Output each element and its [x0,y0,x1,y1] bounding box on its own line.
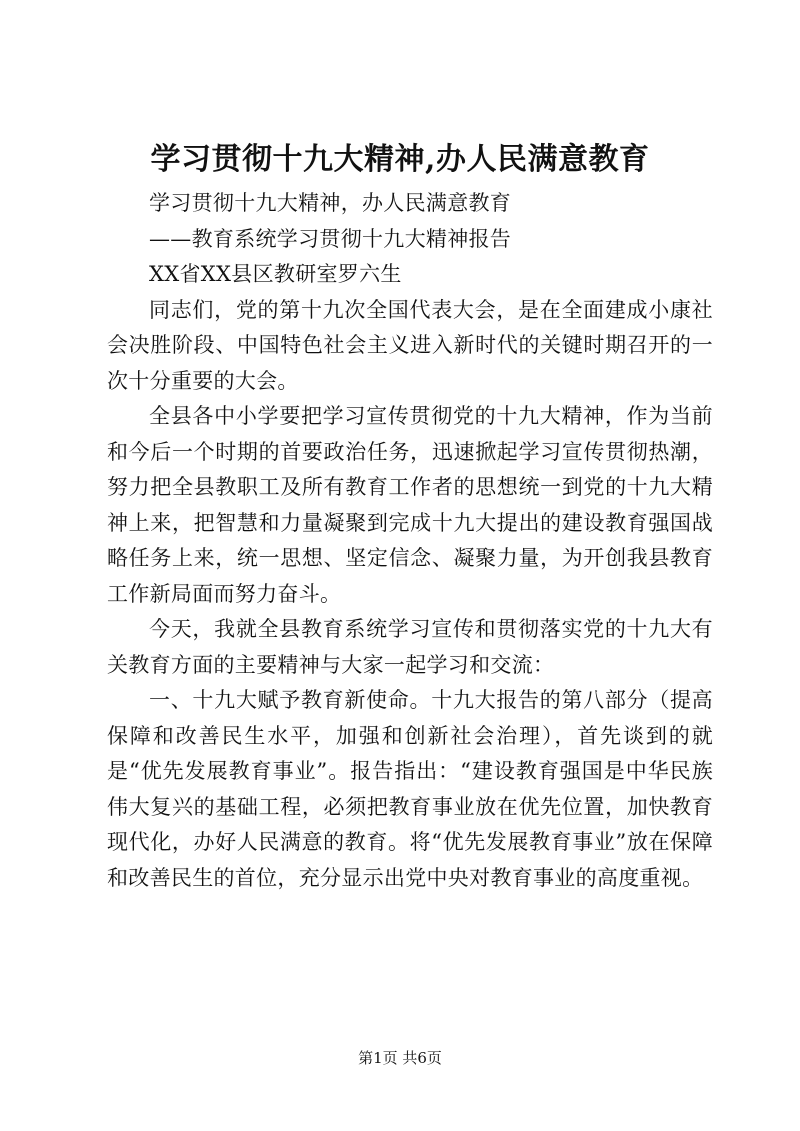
document-title: 学习贯彻十九大精神,办人民满意教育 [150,142,650,177]
document-body [107,186,713,896]
body-paragraph: 同志们，党的第十九次全国代表大会，是在全面建成小康社会决胜阶段、中国特色社会主义进入新时代的关键时期召开的一次十分重要的大会。 [107,297,713,393]
body-paragraph: 一、十九大赋予教育新使命。十九大报告的第八部分（提高保障和改善民生水平，加强和创新社会治理），首先谈到的就是“优先发展教育事业”。报告指出：“建设教育强国是中华民族伟大复兴的基础工程，必须把教育事业放在优先位置，加快教育现代化，办好人民满意的教育。将“优先发展教育事业”放在保障和改善民生的首位，充分显示出党中央对教育事业的高度重视。 [107,688,713,890]
page-footer: 第1页 共6页 [358,1049,442,1067]
body-paragraph: 全县各中小学要把学习宣传贯彻党的十九大精神，作为当前和今后一个时期的首要政治任务，迅速掀起学习宣传贯彻热潮，努力把全县教职工及所有教育工作者的思想统一到党的十九大精神上来，把智慧和力量凝聚到完成十九大提出的建设教育强国战略任务上来，统一思想、坚定信念、凝聚力量，为开创我县教育工作新局面而努力奋斗。 [107,404,713,606]
body-paragraph: 今天，我就全县教育系统学习宣传和贯彻落实党的十九大有关教育方面的主要精神与大家一起学习和交流： [107,617,713,677]
subtitle-line: 学习贯彻十九大精神，办人民满意教育 [149,191,512,215]
author-line: XX省XX县区教研室罗六生 [149,262,402,286]
report-subtitle-line: ——教育系统学习贯彻十九大精神报告 [149,226,512,251]
